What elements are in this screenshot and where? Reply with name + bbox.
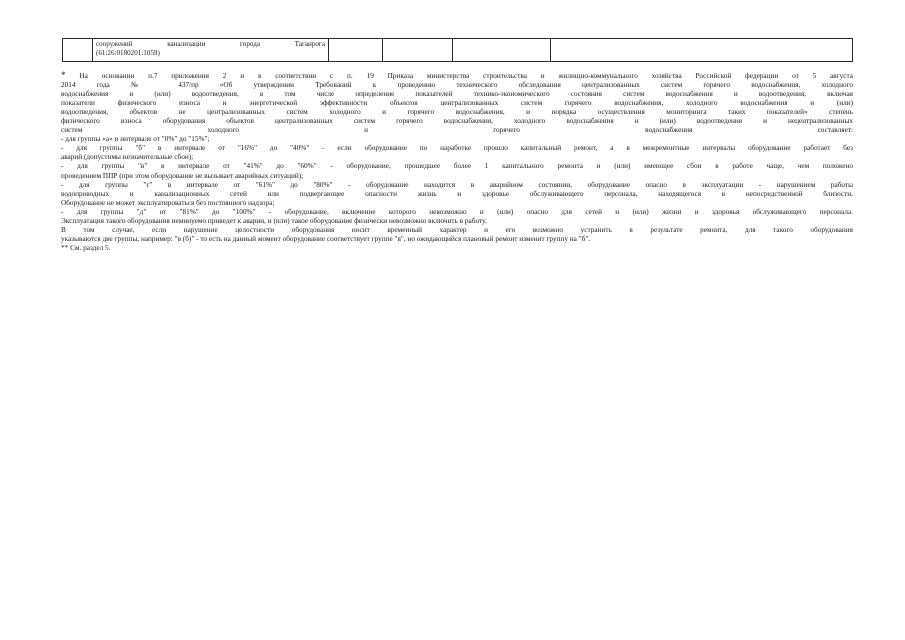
intro-word: холодного — [207, 126, 239, 135]
intro-line: На основании п.7 приложения 2 и в соответствии с п. 19 Приказа министерства строительства и жилищно-коммунального хозяйства Российской федерации от 5 августа — [79, 72, 854, 80]
intro-word: составляет: — [817, 126, 853, 135]
intro-word: систем — [61, 126, 83, 135]
table-cell — [383, 39, 453, 62]
group-g-line: - для группы "г" в интервале от "61%" до "80%" - оборудование находится в аварийном состоянии, оборудование опасно в эксплуатации - нарушением работы — [61, 180, 853, 189]
table-cell-object-name — [93, 39, 329, 62]
table-cell — [329, 39, 383, 62]
footnote-double-star — [61, 244, 853, 253]
group-v-line: проведением ППР (при этом оборудование не вызывает аварийных ситуаций); — [61, 171, 304, 180]
table-cell — [453, 39, 551, 62]
footnote-intro — [61, 71, 853, 135]
intro-word: и — [364, 126, 369, 135]
intro-line: водоотведения, объектов не централизованных систем холодного и горячего водоснабжения, и порядка осуществления мониторинга таких показателей» степень — [61, 108, 853, 117]
group-g-item — [61, 181, 853, 208]
group-d-line: Эксплуатация такого оборудования неминуемо приведет к аварии, и (или) такое оборудование физически невозможно включить в работу. — [61, 216, 487, 225]
intro-line: водоснабжения и (или) водоотведения, в том числе определение показателей технико-экономического состояния систем водоснабжения и водоотведения, включая — [61, 90, 853, 99]
group-b-item — [61, 144, 853, 162]
group-d-line: - для группы "д" от "81%" до "100%" - оборудование, включение которого невозможно и (или) опасно для сетей и (или) жизни и здоровья обслуживающего персонала. — [61, 207, 853, 216]
footnote-double-star-text: ** См. раздел 5. — [61, 243, 111, 252]
object-cadastral-number: (61:26:0180201:1059) — [96, 49, 160, 57]
group-d-item — [61, 208, 853, 226]
group-g-line: Оборудование не может эксплуатироваться без постоянного надзора; — [61, 198, 275, 207]
group-v-item — [61, 162, 853, 180]
table-cell — [63, 39, 93, 62]
footnotes — [61, 71, 853, 253]
object-name-line1: сооружений канализации города Таганрога — [96, 40, 325, 48]
intro-line-spaced — [61, 126, 853, 135]
intro-word: водоснабжения — [645, 126, 693, 135]
footnote-star-mark: * — [61, 70, 66, 80]
table-row — [63, 39, 853, 62]
temporary-case-note — [61, 226, 853, 244]
group-b-line: - для группы "б" в интервале от "16%" до "40%" - если оборудование по наработке прошло капитальный ремонт, а в межремонтные интервалы оборудование работает без — [61, 144, 853, 153]
group-v-line: - для группы "в" в интервале от "41%" до "60%" - оборудование, прошедшее более 1 капитального ремонта и (или) имеющее сбои в работе чаще, чем положено — [61, 162, 853, 171]
intro-line: физического износа оборудования объектов централизованных систем горячего водоснабжения, холодного водоснабжения и (или) водоотведения и нецентрализованных — [61, 117, 853, 126]
intro-word: горячего — [493, 126, 520, 135]
intro-line: показатели физического износа и энергетической эффективности объектов централизованных систем горячего водоснабжения, холодного водоснабжения и (или) — [61, 99, 853, 108]
group-g-line: водопроводных и канализационных сетей или подвергающее опасности жизнь и здоровье обслуживающего персонала, находящегося в непосредственной близости. — [61, 189, 853, 198]
group-a-item — [61, 135, 853, 144]
table-cell — [551, 39, 853, 62]
group-b-line: аварий (допустимы незначительные сбои); — [61, 153, 194, 162]
case-line: В том случае, если нарушение целостности оборудования носит временный характер и его возможно устранить в результате ремонта, для такого оборудования — [61, 225, 853, 234]
intro-line: 2014 года № 437/пр «Об утверждении Требований к проведению технического обследования централизованных систем горячего водоснабжения, холодного — [61, 81, 853, 90]
equipment-table-fragment — [62, 38, 853, 62]
group-a-text: - для группы «а» и интервале от "0%" до "15%"; — [61, 135, 210, 144]
case-line: указываются две группы, например: "в (б)" - то есть на данный момент оборудование соответствует группе "в", но ожидающийся плановый ремонт изменит группу на "б". — [61, 234, 591, 243]
